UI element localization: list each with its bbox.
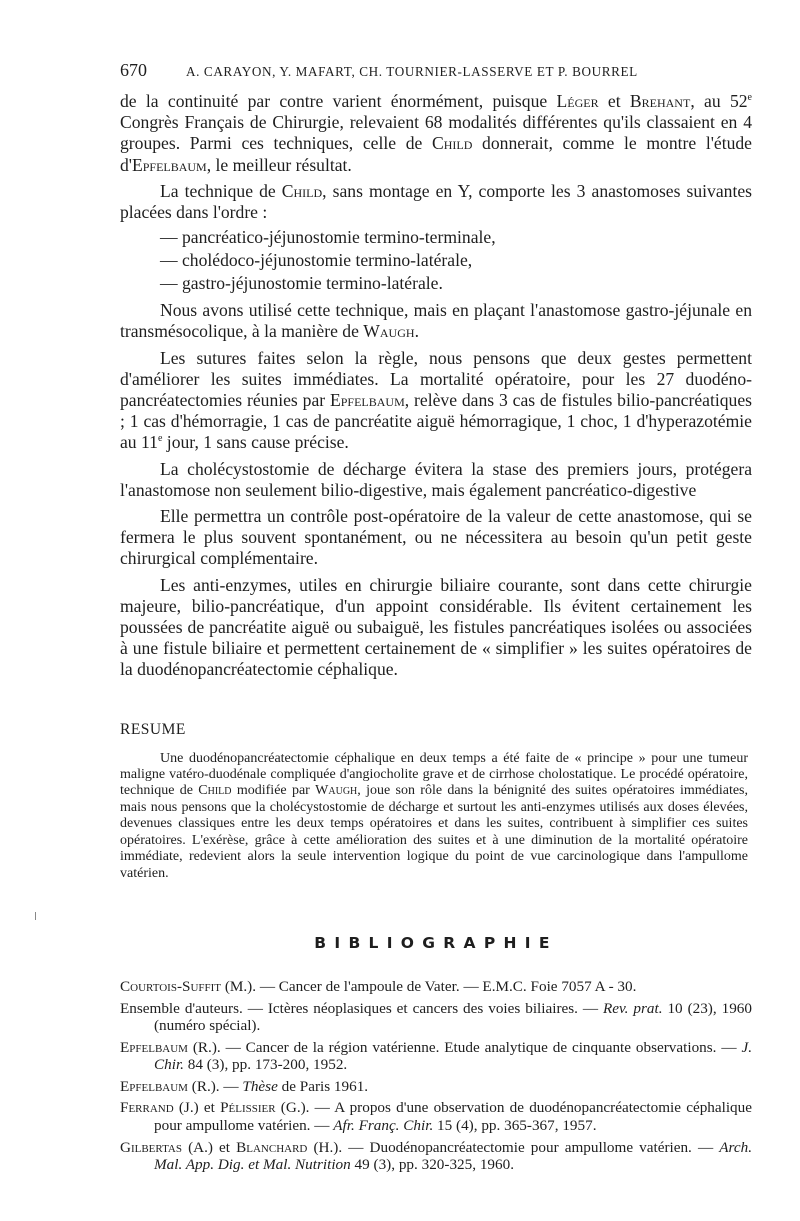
superscript: e [157, 433, 163, 445]
page [120, 60, 752, 1178]
body-text [120, 91, 752, 681]
text-run: 49 (3), pp. 320-325, 1960. [350, 1156, 514, 1174]
text-run: . [414, 321, 419, 342]
text-run: et [598, 91, 630, 111]
author-name: Waugh [363, 321, 415, 342]
resume-heading: RESUME [120, 720, 186, 738]
paragraph-5: La cholécystostomie de décharge évitera la stase des premiers jours, protégera l'anastomose non seulement bilio-digestive, mais également pancréatico-digestive [120, 458, 752, 500]
bibliography-entry [120, 1000, 752, 1035]
bibliography-entry [120, 1139, 752, 1174]
author-name: Epfelbaum [330, 390, 405, 411]
bibliography-heading: BIBLIOGRAPHIE [314, 933, 558, 952]
text-run: (R.). — Cancer de la région vatérienne. Etude analytique de cinquante observations. — [187, 1038, 742, 1056]
reference-author: Epfelbaum [120, 1038, 188, 1056]
resume-text [120, 751, 752, 882]
reference-author: Epfelbaum [120, 1077, 188, 1095]
paragraph-6: Elle permettra un contrôle post-opératoire de la valeur de cette anastomose, qui se fermera le plus souvent spontanément, ou ne nécessitera au besoin qu'un petit geste chirurgical complémentaire. [120, 506, 752, 569]
text-run: , sans montage en Y, comporte les 3 anastomoses suivantes placées dans l'ordre : [120, 180, 752, 223]
author-name: Brehant [629, 91, 691, 111]
text-run: Les sutures faites selon la règle, nous pensons que deux gestes permettent d'améliorer les suites immédiates. La mortalité opératoire, pour les 27 duodéno-pancréatectomies réunies par [120, 347, 752, 411]
reference-author: Courtois-Suffit [120, 977, 222, 995]
list-item: — cholédoco-jéjunostomie termino-latérale, [160, 250, 473, 271]
bibliography-entry [120, 1099, 752, 1134]
journal-title: Rev. prat. [603, 999, 663, 1017]
author-name: Child [198, 783, 232, 799]
bibliography-entry [120, 1078, 752, 1096]
text-run: , joue son rôle dans la bénignité des suites opératoires immédiates, mais nous pensons que la cholécystostomie de décharge et surtout les anti-enzymes utilisés aux doses élevées, devenues classiques entre les deux temps opératoires et dans les suites, contribuent à simplifier ces suites opératoires. L'exérèse, grâce à cette amélioration des suites et à une diminution de la mortalité opératoire immédiate, redevient alors la seule intervention logique du point de vue carcinologique dans l'ampullome vatérien. [120, 783, 748, 881]
text-run: 84 (3), pp. 173-200, 1952. [183, 1056, 348, 1074]
text-run: , au 52 [690, 91, 748, 111]
paragraph-3 [120, 300, 752, 342]
text-run: donnerait, comme le montre l'étude d' [120, 133, 752, 175]
text-run: de la continuité par contre varient énormément, puisque [120, 91, 557, 111]
author-name: Child [281, 180, 323, 201]
text-run: (G.). — A propos d'une observation de duodénopancréatectomie céphalique pour ampullome vatérien. — [154, 1099, 752, 1135]
journal-title: Thèse [242, 1077, 278, 1095]
text-run: 15 (4), pp. 365-367, 1957. [433, 1117, 597, 1135]
text-run: (R.). — [187, 1077, 243, 1095]
reference-author: Gilbertas [120, 1138, 182, 1156]
text-run: (J.) et [173, 1099, 221, 1117]
bibliography-entry [120, 978, 752, 996]
author-name: Child [431, 133, 473, 154]
text-run: Une duodénopancréatectomie céphalique en deux temps a été faite de « principe » pour une tumeur maligne vatéro-duodénale compliquée d'angiocholite grave et de cirrhose cholostatique. Le procédé opératoire, technique de [120, 750, 748, 799]
superscript: e [747, 92, 752, 104]
text-run: modifiée par [231, 783, 316, 799]
text-run: Nous avons utilisé cette technique, mais en plaçant l'anastomose gastro-jéjunale en transmésocolique, à la manière de [120, 300, 752, 342]
author-name: Epfelbaum [131, 154, 207, 175]
margin-mark [35, 912, 36, 920]
text-run: jour, 1 sans cause précise. [162, 432, 349, 453]
text-run: Ensemble d'auteurs. — Ictères néoplasiques et cancers des voies biliaires. — [120, 999, 604, 1017]
text-run: (M.). — Cancer de l'ampoule de Vater. — E.M.C. Foie 7057 A - 30. [221, 977, 637, 995]
journal-title: Arch. Mal. App. Dig. et Mal. Nutrition [154, 1138, 753, 1174]
text-run: 10 (23), 1960 (numéro spécial). [154, 999, 752, 1035]
list-item: — pancréatico-jéjunostomie termino-terminale, [160, 227, 496, 248]
paragraph-4 [120, 348, 752, 454]
journal-title: J. Chir. [154, 1038, 752, 1074]
text-run: (H.). — Duodénopancréatectomie pour ampullome vatérien. — [307, 1138, 720, 1156]
text-run: (A.) et [181, 1138, 237, 1156]
author-name: Waugh [315, 783, 358, 799]
text-run: Congrès Français de Chirurgie, relevaient 68 modalités différentes qu'ils classaient en 4 groupes. Parmi ces techniques, celle de [120, 112, 752, 154]
text-run: , relève dans 3 cas de fistules bilio-pancréatiques ; 1 cas d'hémorragie, 1 cas de pancréatite aiguë hémorragique, 1 choc, 1 d'hyperazotémie au 11 [120, 390, 752, 453]
anastomosis-list [120, 226, 752, 295]
page-number: 670 [120, 60, 147, 80]
paragraph-7: Les anti-enzymes, utiles en chirurgie biliaire courante, sont dans cette chirurgie majeure, bilio-pancréatique, d'un appoint considérable. Ils évitent certainement les poussées de pancréatite aiguë ou subaiguë, les fistules pancréatiques isolées ou associées à une fistule biliaire et permettent certainement de « simplifier » les suites opératoires de la duodénopancréatectomie céphalique. [120, 574, 752, 680]
running-header [120, 60, 752, 81]
header-authors: A. CARAYON, Y. MAFART, CH. TOURNIER-LASSERVE ET P. BOURREL [186, 64, 638, 79]
text-run: de Paris 1961. [277, 1077, 369, 1095]
paragraph-1 [120, 91, 752, 176]
list-item: — gastro-jéjunostomie termino-latérale. [160, 273, 443, 294]
text-run: , le meilleur résultat. [206, 154, 352, 175]
reference-author: Ferrand [120, 1099, 174, 1117]
reference-author: Blanchard [236, 1138, 308, 1156]
reference-author: Pélissier [220, 1099, 276, 1117]
bibliography-entry [120, 1039, 752, 1074]
text-run: La technique de [160, 180, 282, 201]
author-name: Léger [556, 91, 599, 111]
journal-title: Afr. Franç. Chir. [333, 1117, 434, 1135]
bibliography-list [120, 978, 752, 1174]
paragraph-2 [120, 181, 752, 223]
